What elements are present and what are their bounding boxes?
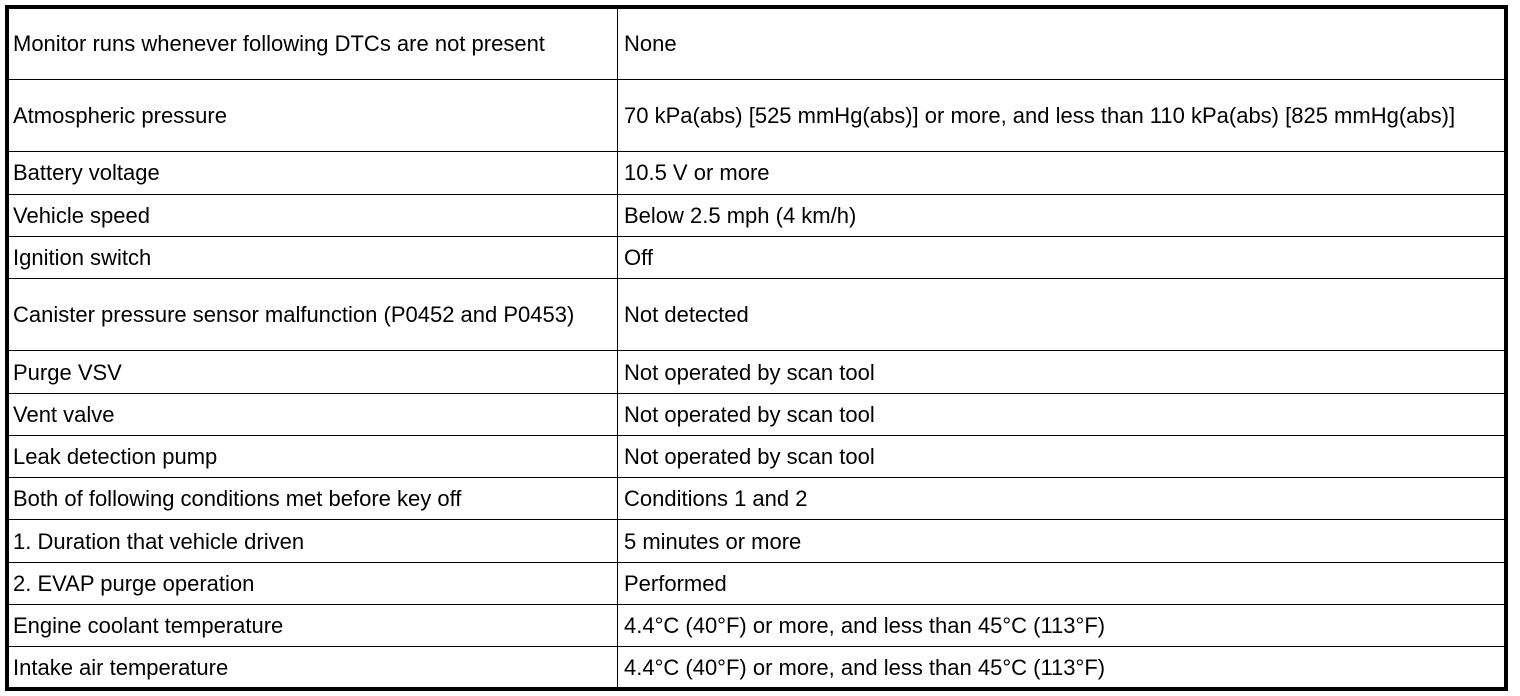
value-cell: 70 kPa(abs) [525 mmHg(abs)] or more, and less than 110 kPa(abs) [825 mmHg(abs)] xyxy=(618,79,1507,151)
table-row xyxy=(7,152,1506,194)
value-cell: None xyxy=(618,7,1507,79)
conditions-table-body xyxy=(7,7,1506,689)
parameter-cell: Purge VSV xyxy=(7,351,618,393)
value-cell: Not detected xyxy=(618,279,1507,351)
parameter-cell: Leak detection pump xyxy=(7,435,618,477)
table-row xyxy=(7,604,1506,646)
parameter-cell: 2. EVAP purge operation xyxy=(7,562,618,604)
parameter-cell: Both of following conditions met before key off xyxy=(7,478,618,520)
value-cell: Not operated by scan tool xyxy=(618,351,1507,393)
conditions-table xyxy=(5,5,1508,691)
value-cell: Off xyxy=(618,236,1507,278)
value-cell: Performed xyxy=(618,562,1507,604)
parameter-cell: Vent valve xyxy=(7,393,618,435)
table-row xyxy=(7,79,1506,151)
table-row xyxy=(7,478,1506,520)
table-row xyxy=(7,236,1506,278)
table-row xyxy=(7,194,1506,236)
value-cell: 10.5 V or more xyxy=(618,152,1507,194)
table-row xyxy=(7,351,1506,393)
value-cell: 5 minutes or more xyxy=(618,520,1507,562)
table-row xyxy=(7,562,1506,604)
table-row xyxy=(7,435,1506,477)
parameter-cell: Ignition switch xyxy=(7,236,618,278)
parameter-cell: Canister pressure sensor malfunction (P0452 and P0453) xyxy=(7,279,618,351)
parameter-cell: Battery voltage xyxy=(7,152,618,194)
parameter-cell: Engine coolant temperature xyxy=(7,604,618,646)
value-cell: 4.4°C (40°F) or more, and less than 45°C (113°F) xyxy=(618,604,1507,646)
parameter-cell: Monitor runs whenever following DTCs are not present xyxy=(7,7,618,79)
value-cell: Below 2.5 mph (4 km/h) xyxy=(618,194,1507,236)
parameter-cell: 1. Duration that vehicle driven xyxy=(7,520,618,562)
value-cell: Not operated by scan tool xyxy=(618,435,1507,477)
table-row xyxy=(7,647,1506,689)
parameter-cell: Intake air temperature xyxy=(7,647,618,689)
parameter-cell: Vehicle speed xyxy=(7,194,618,236)
table-row xyxy=(7,393,1506,435)
table-row xyxy=(7,520,1506,562)
value-cell: Conditions 1 and 2 xyxy=(618,478,1507,520)
table-row xyxy=(7,279,1506,351)
parameter-cell: Atmospheric pressure xyxy=(7,79,618,151)
table-row xyxy=(7,7,1506,79)
value-cell: Not operated by scan tool xyxy=(618,393,1507,435)
value-cell: 4.4°C (40°F) or more, and less than 45°C (113°F) xyxy=(618,647,1507,689)
